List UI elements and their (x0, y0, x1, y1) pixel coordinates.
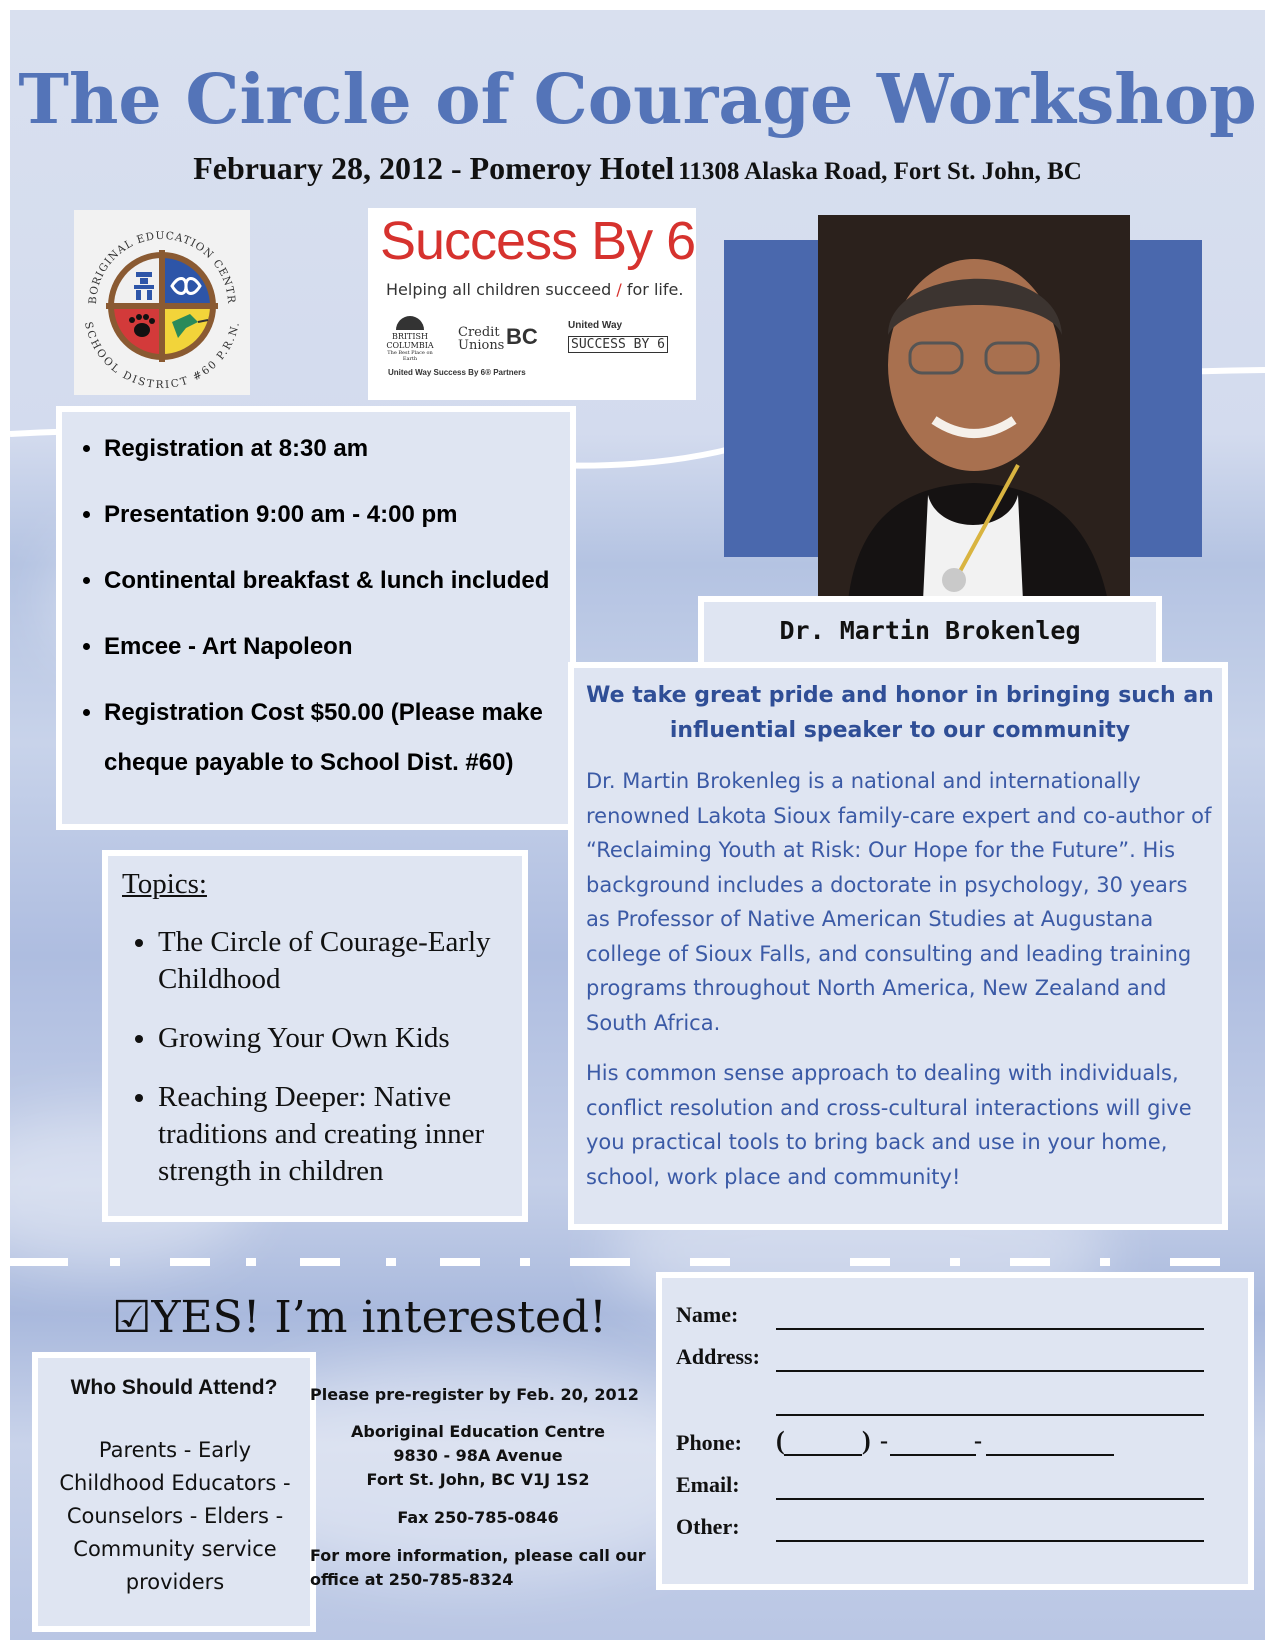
separator-dash (850, 1258, 890, 1266)
contact-info (310, 1385, 646, 1592)
speaker-name: Dr. Martin Brokenleg (779, 616, 1081, 645)
schedule-item: • Emcee - Art Napoleon (104, 622, 594, 672)
separator-dash (1010, 1258, 1050, 1266)
venue-address: 11308 Alaska Road, Fort St. John, BC (678, 158, 1082, 185)
separator-dash (10, 1258, 68, 1266)
schedule-item: • Registration Cost $50.00 (Please make cheque payable to School Dist. #60) (104, 688, 594, 788)
schedule-list (62, 424, 594, 788)
partner-credit-bc: BC (506, 324, 538, 349)
address-field-line-1[interactable] (776, 1370, 1204, 1372)
separator-dash (440, 1258, 480, 1266)
schedule-box (56, 406, 576, 830)
phone-area-close: ) (862, 1426, 871, 1455)
who-text: Parents - Early Childhood Educators - Counselors - Elders - Community service providers (59, 1438, 291, 1594)
schedule-item: • Registration at 8:30 am (104, 424, 594, 474)
success-tagline: Helping all children succeed (386, 280, 612, 299)
org-name: Aboriginal Education Centre (351, 1422, 605, 1441)
phone-area-open: ( (776, 1426, 785, 1455)
name-field[interactable] (776, 1328, 1204, 1330)
flyer-page (10, 10, 1265, 1640)
topic-item: • Growing Your Own Kids (158, 1020, 558, 1057)
date-venue: February 28, 2012 - Pomeroy Hotel (193, 150, 675, 186)
partner-united-way-sub: SUCCESS BY 6 (568, 336, 668, 353)
partner-bc: BRITISH COLUMBIA (386, 332, 434, 350)
phone-line-field[interactable] (986, 1454, 1114, 1456)
other-label: Other: (676, 1514, 740, 1539)
aboriginal-education-logo (74, 210, 250, 395)
speaker-name-box (698, 596, 1162, 668)
other-field[interactable] (776, 1540, 1204, 1542)
logo-top-text: BORIGINAL EDUCATION CENTR (86, 229, 238, 305)
topic-item: • Reaching Deeper: Native traditions and creating inner strength in children (158, 1079, 558, 1190)
who-should-attend-box (32, 1352, 316, 1632)
who-heading: Who Should Attend? (70, 1376, 278, 1399)
bio-paragraph-2: His common sense approach to dealing with individuals, conflict resolution and cross-cultural interactions will give you practical tools to bring back and use in your home, school, work place and community! (586, 1061, 1192, 1189)
bio-paragraph-1: Dr. Martin Brokenleg is a national and internationally renowned Lakota Sioux family-care expert and co-author of “Reclaiming Youth at Risk: Our Hope for the Future”. His background includes a doctorate in psychology, 30 years as Professor of Native American Studies at Augustana college of Sioux Falls, and consulting and leading training programs throughout North America, New Zealand and South Africa. (586, 769, 1212, 1035)
logo-bottom-text: SCHOOL DISTRICT #60 P.R.N. (81, 320, 242, 392)
success-by-6-title: Success By 6 (380, 211, 696, 271)
success-by-6-logo (368, 208, 696, 400)
sun-icon (396, 316, 424, 330)
org-street: 9830 - 98A Avenue (393, 1446, 563, 1465)
email-field[interactable] (776, 1498, 1204, 1500)
separator-dash (300, 1258, 340, 1266)
page-title: The Circle of Courage Workshop (18, 60, 1257, 140)
address-field-line-2[interactable] (776, 1414, 1204, 1416)
speaker-photo (818, 215, 1130, 601)
registration-form (656, 1272, 1254, 1590)
separator-dash (110, 1258, 120, 1266)
partner-credit-unions: Credit Unions (458, 325, 505, 353)
preregister-note: Please pre-register by Feb. 20, 2012 (310, 1385, 639, 1404)
event-date-venue (10, 150, 1265, 187)
partners-footer: United Way Success By 6® Partners (388, 368, 526, 377)
bio-heading: We take great pride and honor in bringing such an influential speaker to our community (586, 683, 1214, 743)
topics-list (108, 924, 558, 1212)
address-label: Address: (676, 1344, 760, 1369)
separator-dash (690, 1258, 730, 1266)
separator-dash (1170, 1258, 1220, 1266)
separator-dash (386, 1258, 396, 1266)
topic-item: • The Circle of Courage-Early Childhood (158, 924, 558, 998)
org-fax: Fax 250-785-0846 (397, 1508, 559, 1527)
partner-bc-logo (380, 316, 440, 362)
org-city: Fort St. John, BC V1J 1S2 (366, 1470, 590, 1489)
interested-heading: ☑YES! I’m interested! (112, 1292, 607, 1343)
success-tagline-row: Helping all children succeed / for life. (386, 280, 684, 299)
schedule-item: • Presentation 9:00 am - 4:00 pm (104, 490, 594, 540)
topics-heading: Topics: (122, 868, 207, 900)
partner-united-way: United Way (568, 320, 623, 331)
partner-bc-sub: The Best Place on Earth (387, 350, 433, 362)
medallion-icon (942, 568, 966, 592)
success-tagline-end: for life. (626, 280, 684, 299)
phone-dash-2: - (974, 1428, 982, 1454)
email-label: Email: (676, 1472, 740, 1497)
separator-dash (950, 1258, 960, 1266)
bio-box (568, 662, 1228, 1230)
separator-dash (170, 1258, 210, 1266)
separator-dash (570, 1258, 630, 1266)
more-info: For more information, please call our office at 250-785-8324 (310, 1546, 646, 1589)
separator-dash (1100, 1258, 1110, 1266)
separator-dash (520, 1258, 530, 1266)
topics-box (102, 850, 528, 1222)
phone-label: Phone: (676, 1430, 742, 1455)
phone-prefix-field[interactable] (890, 1454, 976, 1456)
phone-area-field[interactable] (784, 1454, 862, 1456)
phone-dash-1: - (880, 1428, 888, 1454)
schedule-item: • Continental breakfast & lunch included (104, 556, 594, 606)
name-label: Name: (676, 1302, 739, 1327)
bio-content (586, 678, 1214, 1194)
separator-dash (246, 1258, 256, 1266)
